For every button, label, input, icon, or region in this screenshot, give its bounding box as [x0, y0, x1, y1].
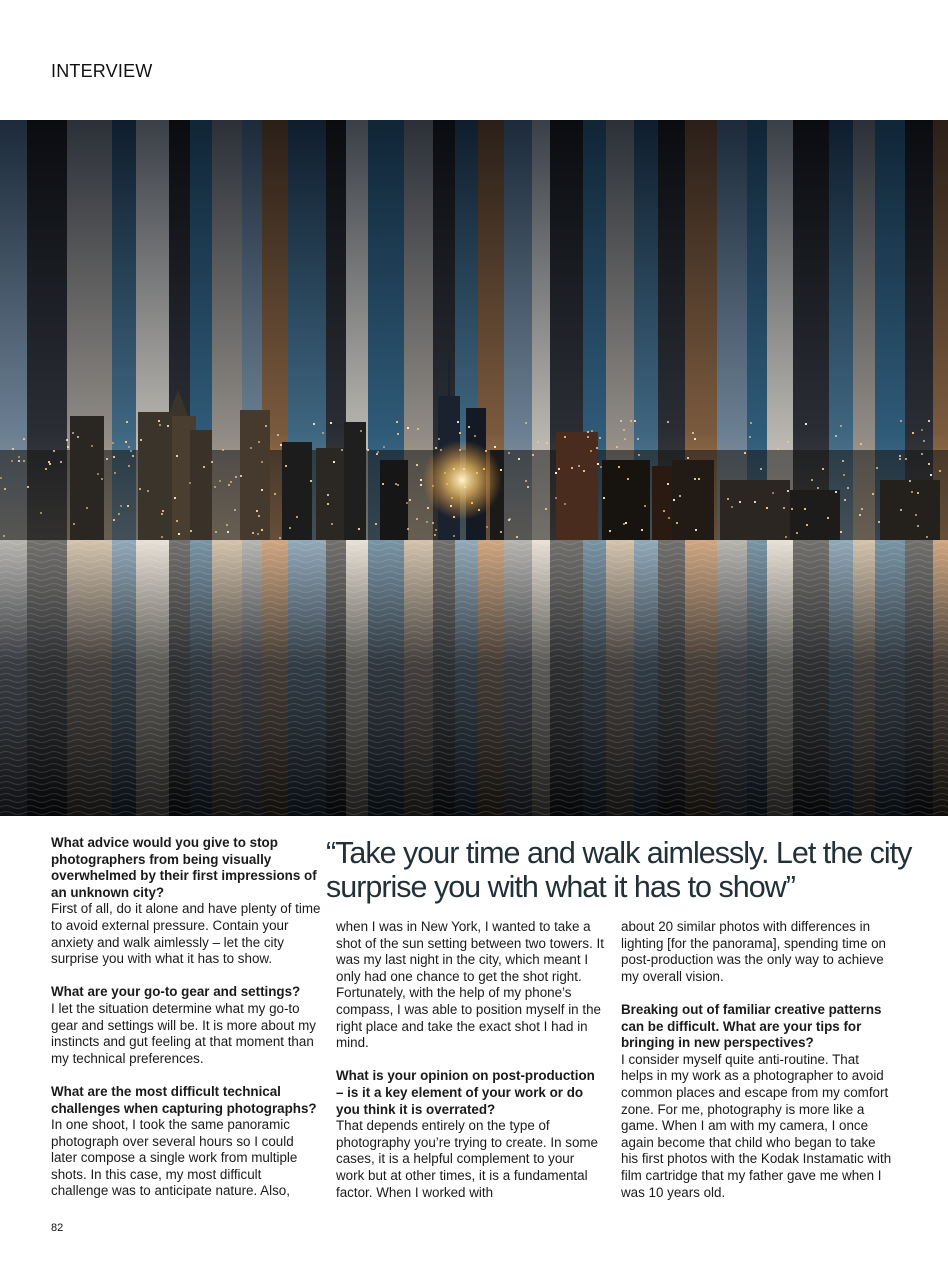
sun-glow: [422, 440, 502, 520]
answer-post-production-continued: about 20 similar photos with differences in lighting [for the panorama], spending time on post-production was the only way to achieve my overall vision.: [621, 919, 887, 984]
section-label: INTERVIEW: [51, 61, 153, 81]
answer-technical-challenges-continued: when I was in New York, I wanted to take a shot of the sun setting between two towers. It was my last night in the city, which meant I only had one chance to get the shot right. Fortunately, with the help of my phone’s compass, I was able to position myself in the right place and take the exact shot I had in mind.: [336, 919, 604, 1051]
question-advice: What advice would you give to stop photographers from being visually overwhelmed by their first impressions of an unknown city?: [51, 835, 317, 900]
answer-gear: I let the situation determine what my go-to gear and settings will be. It is more about my instincts and gut feeling at that moment than my technical preferences.: [51, 1000, 316, 1066]
article-column-1: [51, 835, 321, 1217]
river-water: [0, 540, 948, 816]
article-column-3: [621, 919, 893, 1218]
article-column-2: [336, 919, 606, 1218]
question-post-production: What is your opinion on post-production – is it a key element of your work or do you think it is overrated?: [336, 1068, 595, 1117]
question-technical-challenges: What are the most difficult technical challenges when capturing photographs?: [51, 1083, 317, 1116]
answer-post-production: That depends entirely on the type of photography you’re trying to create. In some cases, it is a helpful complement to your work but at other times, it is a fundamental factor. When I worked with: [336, 1118, 599, 1200]
answer-technical-challenges: In one shoot, I took the same panoramic photograph over several hours so I could later compose a single work from multiple shots. In this case, my most difficult challenge was to anticipate nature. Also,: [51, 1117, 298, 1199]
hero-photo: [0, 120, 948, 816]
page-number: 82: [51, 1222, 64, 1234]
pull-quote: “Take your time and walk aimlessly. Let the city surprise you with what it has to show”: [326, 836, 912, 904]
question-new-perspectives: Breaking out of familiar creative patterns can be difficult. What are your tips for bringing in new perspectives?: [621, 1001, 882, 1051]
answer-advice: First of all, do it alone and have plenty of time to avoid external pressure. Contain your anxiety and walk aimlessly – let the city surprise you with what it has to show.: [51, 901, 321, 967]
skyline-panorama-image: [0, 120, 948, 816]
question-gear: What are your go-to gear and settings?: [51, 984, 301, 1000]
answer-new-perspectives: I consider myself quite anti-routine. That helps in my work as a photographer to avoid common places and escape from my comfort zone. For me, photography is more like a game. When I am with my camera, I once again become that child who began to take his first photos with the Kodak Instamatic with film cartridge that my father gave me when I was 10 years old.: [621, 1051, 892, 1200]
